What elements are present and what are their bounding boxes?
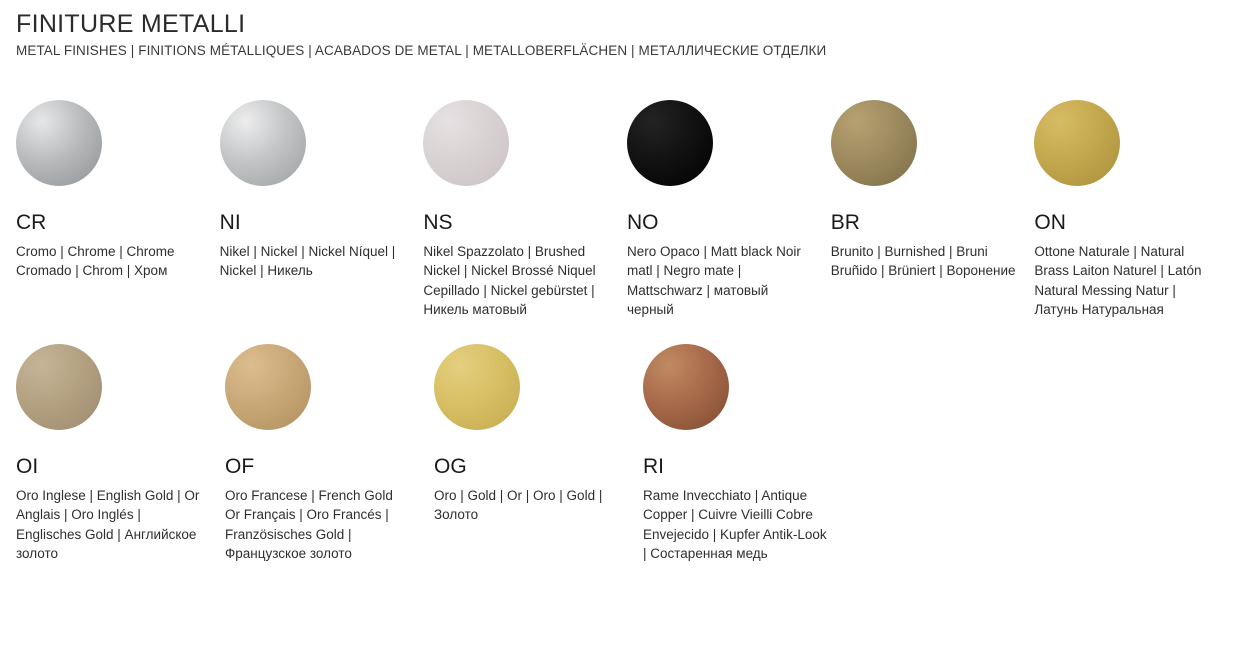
finish-code: BR [830, 210, 860, 234]
finish-swatch-ns [423, 100, 509, 186]
finish-description: Nikel Spazzolato | Brushed Nickel | Nickel Brossé Niquel Cepillado | Nickel gebürstet | Никель матовый [423, 243, 596, 318]
finish-code: OI [16, 454, 39, 478]
finish-cell [434, 344, 643, 564]
finish-swatch-on [1034, 100, 1120, 186]
finish-swatch-og [434, 344, 520, 430]
finish-cell [16, 100, 220, 320]
page-header [0, 0, 1238, 58]
finishes-row-1 [16, 100, 1238, 320]
finish-code: NS [423, 210, 453, 234]
finish-swatch-of [225, 344, 311, 430]
finish-swatch-cr [16, 100, 102, 186]
finish-code: NI [219, 210, 241, 234]
finish-cell [643, 344, 852, 564]
finishes-row-2 [16, 344, 1238, 564]
finish-code: CR [16, 210, 47, 234]
finish-code: ON [1034, 210, 1066, 234]
finish-cell [831, 100, 1035, 320]
finish-description: Cromo | Chrome | Chrome Cromado | Chrom | Хром [16, 243, 175, 279]
finish-swatch-oi [16, 344, 102, 430]
finish-swatch-ni [220, 100, 306, 186]
finish-swatch-ri [643, 344, 729, 430]
finish-description: Oro Francese | French Gold Or Français | Oro Francés | Französisches Gold | Французское золото [225, 487, 393, 562]
finish-description: Brunito | Burnished | Bruni Bruñido | Brüniert | Воронение [830, 243, 1016, 279]
page-title: FINITURE METALLI [16, 10, 246, 38]
finish-code: OG [434, 454, 467, 478]
finish-swatch-no [627, 100, 713, 186]
finish-cell [16, 344, 225, 564]
finish-code: NO [627, 210, 659, 234]
finish-cell [220, 100, 424, 320]
finishes-grid [0, 100, 1238, 564]
finish-cell [423, 100, 627, 320]
finish-description: Oro | Gold | Or | Oro | Gold | Золото [434, 487, 603, 523]
finish-cell [1034, 100, 1238, 320]
finish-description: Nero Opaco | Matt black Noir matl | Negro mate | Mattschwarz | матовый черный [627, 243, 801, 318]
finish-description: Oro Inglese | English Gold | Or Anglais | Oro Inglés | Englisches Gold | Английское золото [16, 487, 200, 562]
finish-code: RI [643, 454, 664, 478]
page-subtitle: METAL FINISHES | FINITIONS MÉTALLIQUES | ACABADOS DE METAL | METALLOBERFLÄCHEN | МЕТАЛЛИЧЕСКИЕ ОТДЕЛКИ [16, 42, 827, 58]
finish-swatch-br [831, 100, 917, 186]
finish-code: OF [225, 454, 255, 478]
finish-description: Rame Invecchiato | Antique Copper | Cuivre Vieilli Cobre Envejecido | Kupfer Antik-Look | Состаренная медь [643, 487, 827, 562]
finish-cell [627, 100, 831, 320]
finish-description: Ottone Naturale | Natural Brass Laiton Naturel | Latón Natural Messing Natur | Латунь Натуральная [1034, 243, 1202, 318]
finish-cell [225, 344, 434, 564]
finish-description: Nikel | Nickel | Nickel Níquel | Nickel | Никель [219, 243, 396, 279]
